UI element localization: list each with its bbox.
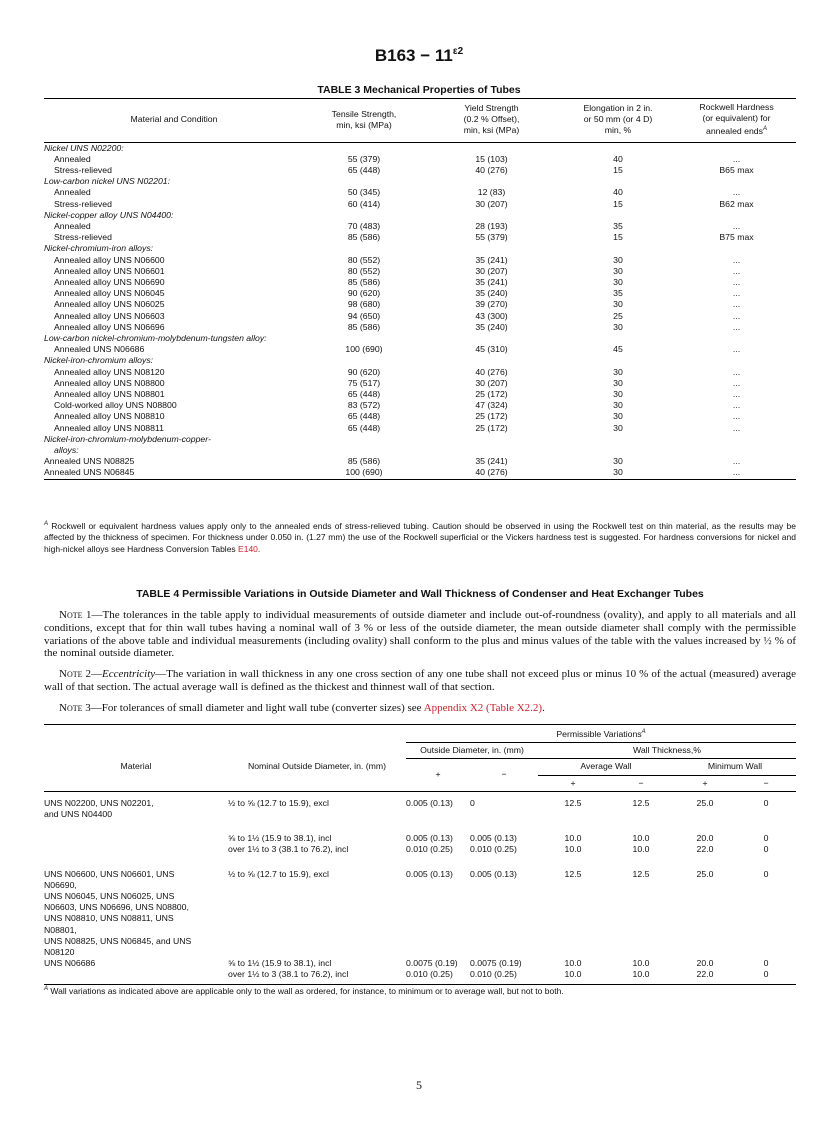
t3-row xyxy=(44,210,796,221)
t4-row xyxy=(44,869,796,959)
t3-yield: 12 (83) xyxy=(477,187,506,198)
t3-material: Annealed alloy UNS N06603 xyxy=(54,310,165,321)
t4-material: UNS N06600, UNS N06601, UNS N06690, UNS N06045, UNS N06025, UNS N06603, UNS N06696, UNS N08800, UNS N08810, UNS N08811, UNS N08801, UNS N08825, UNS N06845, and UNS N08120 xyxy=(44,868,192,957)
t3-tensile: 50 (345) xyxy=(347,187,381,198)
t4-nominal-od: ½ to ⅝ (12.7 to 15.9), excl xyxy=(228,797,329,808)
t3-row xyxy=(44,165,796,176)
t3-hardness: ... xyxy=(732,299,741,310)
t4-material: UNS N02200, UNS N02201, and UNS N04400 xyxy=(44,797,154,819)
t3-elongation: 40 xyxy=(613,187,623,198)
t3-elongation: 40 xyxy=(613,153,623,164)
t3-yield: 45 (310) xyxy=(475,344,508,355)
t3-yield: 40 (276) xyxy=(475,366,508,377)
t4-material xyxy=(44,844,228,855)
table3-footnote: $^A$ Rockwell or equivalent hardness values apply only to the annealed ends of stress-relieved tubing. Caution should be observed in using the Rockwell test on thin material, as the results may be affected by the thickness of specimen. For thickness under 0.050 in. (1.27 mm) the use of the Rockwell superficial or the Vickers hardness test is suggested. For hardness conversions for nickel and high-nickel alloys see Hardness Conversion Tables E140. xyxy=(44,520,796,554)
t3-elongation: 30 xyxy=(613,366,623,377)
t3-material: Annealed alloy UNS N08120 xyxy=(54,366,165,377)
t3-tensile: 65 (448) xyxy=(347,388,381,399)
table4-caption: TABLE 4 Permissible Variations in Outside Diameter and Wall Thickness of Condenser and Heat Exchanger Tubes xyxy=(136,588,704,600)
t3-elongation: 30 xyxy=(613,254,623,265)
t4-od-plus: 0.010 (0.25) xyxy=(406,844,453,855)
t3-elongation: 15 xyxy=(613,232,623,243)
t4-nominal-od: ⅝ to 1½ (15.9 to 38.1), incl xyxy=(228,958,332,969)
t3-yield: 30 (207) xyxy=(475,265,508,276)
t3-material: Annealed alloy UNS N06600 xyxy=(54,254,165,265)
t3-elongation: 35 xyxy=(613,288,623,299)
t3-row xyxy=(44,411,796,422)
note-3: Note 3—For tolerances of small diameter and light wall tube (converter sizes) see Appendix X2 (Table X2.2). xyxy=(59,701,545,714)
t3-yield: 25 (172) xyxy=(475,422,508,433)
t4-row xyxy=(44,844,796,855)
t3-yield: 43 (300) xyxy=(475,310,508,321)
t3-row xyxy=(44,322,796,333)
t3-tensile: 70 (483) xyxy=(347,220,381,231)
t4-material: UNS N06686 xyxy=(44,958,96,969)
t3-tensile: 85 (586) xyxy=(347,276,381,287)
t3-row xyxy=(44,232,796,243)
table3-mechanical-properties xyxy=(44,98,796,480)
t3-tensile: 80 (552) xyxy=(347,254,381,265)
t3-yield: 55 (379) xyxy=(475,232,508,243)
t3-header-tensile: Tensile Strength, min, ksi (MPa) xyxy=(304,99,424,143)
t4-material xyxy=(44,969,228,980)
t4-material xyxy=(44,833,228,844)
t3-yield: 35 (241) xyxy=(475,254,508,265)
t4-od-minus: 0.010 (0.25) xyxy=(470,844,517,855)
t3-material: Annealed alloy UNS N06601 xyxy=(54,265,165,276)
t4-od-plus: 0.005 (0.13) xyxy=(406,797,453,808)
t3-hardness: ... xyxy=(732,265,741,276)
t3-elongation: 25 xyxy=(613,310,623,321)
table3-caption: TABLE 3 Mechanical Properties of Tubes xyxy=(317,84,521,96)
t3-material: Annealed UNS N06686 xyxy=(54,344,145,355)
t3-yield: 35 (240) xyxy=(475,288,508,299)
table4-notes xyxy=(44,609,796,723)
t3-hardness: ... xyxy=(732,310,741,321)
t3-hardness: ... xyxy=(732,422,741,433)
t3-yield: 25 (172) xyxy=(475,411,508,422)
t3-yield: 35 (241) xyxy=(475,456,508,467)
t4-header-minimum-wall: Minimum Wall xyxy=(674,759,796,775)
t3-row xyxy=(44,456,796,467)
table4-footnote: $^A$ Wall variations as indicated above are applicable only to the wall as ordered, for instance, to minimum or to average wall, but not to both. xyxy=(44,986,564,996)
t3-elongation: 30 xyxy=(559,467,677,479)
t3-row xyxy=(44,311,796,322)
t4-avg-minus: 10.0 xyxy=(632,833,650,844)
table-x2-2-link[interactable]: (Table X2.2) xyxy=(486,701,543,714)
t4-min-plus: 25.0 xyxy=(696,868,714,879)
t4-avg-plus: 10.0 xyxy=(564,969,582,980)
t4-nominal-od: over 1½ to 3 (38.1 to 76.2), incl xyxy=(228,969,349,980)
t3-yield: 35 (240) xyxy=(475,321,508,332)
t3-hardness: ... xyxy=(677,467,796,479)
t3-yield: 35 (241) xyxy=(475,276,508,287)
t4-header-od: Outside Diameter, in. (mm) xyxy=(406,743,538,759)
t3-material: Annealed alloy UNS N06025 xyxy=(54,299,165,310)
t4-header-od-plus: + xyxy=(406,759,470,791)
t3-group-label: Nickel-iron-chromium-molybdenum-copper- xyxy=(44,433,211,444)
t3-row xyxy=(44,355,796,366)
t3-hardness: ... xyxy=(732,220,741,231)
t3-hardness: ... xyxy=(732,288,741,299)
e140-link[interactable]: E140 xyxy=(238,543,258,554)
t4-min-minus: 0 xyxy=(763,969,769,980)
t3-row xyxy=(44,187,796,198)
t4-od-plus: 0.005 (0.13) xyxy=(406,833,453,844)
t3-group-label: Nickel-iron-chromium alloys: xyxy=(44,355,154,366)
t3-row xyxy=(44,199,796,210)
t3-elongation: 30 xyxy=(613,265,623,276)
t3-tensile: 85 (586) xyxy=(347,456,381,467)
t3-tensile: 65 (448) xyxy=(347,422,381,433)
t3-hardness: ... xyxy=(732,400,741,411)
t3-row xyxy=(44,467,796,479)
t3-material: Annealed alloy UNS N08811 xyxy=(54,422,164,433)
t3-row xyxy=(44,344,796,355)
t4-od-plus: 0.005 (0.13) xyxy=(406,868,453,879)
t3-group-label: Low-carbon nickel-chromium-molybdenum-tungsten alloy: xyxy=(44,332,267,343)
t4-od-plus: 0.0075 (0.19) xyxy=(406,958,458,969)
t3-elongation: 15 xyxy=(613,164,623,175)
t3-elongation: 30 xyxy=(613,377,623,388)
t3-elongation: 30 xyxy=(613,321,623,332)
t4-min-plus: 22.0 xyxy=(696,844,714,855)
note-2: Note 2—Eccentricity—The variation in wall thickness in any one cross section of any one tube shall not exceed plus or minus 10 % of the actual (measured) average wall of that section. The actual average wall is defined as the thickest and thinnest wall of that section. xyxy=(44,668,796,693)
t3-elongation: 30 xyxy=(613,388,623,399)
t4-avg-minus: 12.5 xyxy=(632,868,650,879)
t3-elongation: 30 xyxy=(613,299,623,310)
t3-tensile: 90 (620) xyxy=(347,288,381,299)
t3-row xyxy=(44,389,796,400)
t4-od-minus: 0 xyxy=(470,797,475,808)
t3-tensile: 98 (680) xyxy=(347,299,381,310)
table4-permissible-variations xyxy=(44,724,796,985)
t3-yield: 40 (276) xyxy=(424,467,559,479)
t3-material: Annealed alloy UNS N06696 xyxy=(54,321,165,332)
t4-avg-minus: 10.0 xyxy=(632,969,650,980)
t4-min-minus: 0 xyxy=(763,797,769,808)
t4-avg-minus: 12.5 xyxy=(632,797,650,808)
t4-header-material: Material xyxy=(44,743,228,792)
t3-tensile: 75 (517) xyxy=(347,377,381,388)
t4-min-minus: 0 xyxy=(763,958,769,969)
t3-row xyxy=(44,154,796,165)
t3-row xyxy=(44,277,796,288)
t4-header-od-minus: − xyxy=(470,759,538,791)
t4-min-plus: 22.0 xyxy=(696,969,714,980)
t3-material: Annealed xyxy=(54,153,91,164)
t3-elongation: 35 xyxy=(613,220,623,231)
t3-body xyxy=(44,142,796,479)
t3-elongation: 30 xyxy=(613,276,623,287)
t3-row xyxy=(44,367,796,378)
t3-yield: 30 (207) xyxy=(475,198,508,209)
t4-row xyxy=(44,958,796,969)
t3-yield: 47 (324) xyxy=(475,400,508,411)
t3-elongation: 30 xyxy=(613,411,623,422)
t3-row xyxy=(44,445,796,456)
t4-header-nominal: Nominal Outside Diameter, in. (mm) xyxy=(228,743,406,792)
t3-row xyxy=(44,299,796,310)
t3-tensile: 100 (690) xyxy=(304,467,424,479)
t3-tensile: 60 (414) xyxy=(347,198,381,209)
t3-yield: 15 (103) xyxy=(475,153,508,164)
t3-yield: 28 (193) xyxy=(475,220,508,231)
t3-tensile: 85 (586) xyxy=(347,232,381,243)
t3-tensile: 83 (572) xyxy=(347,400,381,411)
t3-hardness: ... xyxy=(732,321,741,332)
epsilon-superscript: ε2 xyxy=(452,46,464,57)
t3-row xyxy=(44,266,796,277)
t3-hardness: ... xyxy=(732,366,741,377)
t3-yield: 30 (207) xyxy=(475,377,508,388)
t3-hardness: ... xyxy=(732,276,741,287)
t3-material: Annealed xyxy=(54,187,91,198)
t3-hardness: ... xyxy=(732,153,741,164)
t3-material: Stress-relieved xyxy=(54,232,112,243)
t3-hardness: ... xyxy=(732,187,741,198)
t3-row xyxy=(44,400,796,411)
appendix-x2-link[interactable]: Appendix X2 xyxy=(423,701,484,714)
t3-row xyxy=(44,434,796,445)
t3-tensile: 85 (586) xyxy=(347,321,381,332)
t4-header-wall: Wall Thickness,% xyxy=(538,743,796,759)
t3-hardness: ... xyxy=(732,377,741,388)
t3-material: Annealed UNS N08825 xyxy=(44,456,135,467)
t4-min-plus: 25.0 xyxy=(696,797,714,808)
t3-tensile: 65 (448) xyxy=(347,411,381,422)
t3-tensile: 80 (552) xyxy=(347,265,381,276)
t4-min-minus: 0 xyxy=(763,844,769,855)
t4-avg-plus: 10.0 xyxy=(564,844,582,855)
t3-hardness: B65 max xyxy=(719,164,754,175)
t4-min-minus: 0 xyxy=(763,833,769,844)
t4-nominal-od: over 1½ to 3 (38.1 to 76.2), incl xyxy=(228,844,349,855)
t3-header-material: Material and Condition xyxy=(44,99,304,143)
t4-header-permissible: Permissible Variations$^A$ xyxy=(406,725,796,743)
document-designation: $B163 - 11^{\varepsilon 2}$ xyxy=(374,46,464,65)
t3-row xyxy=(44,255,796,266)
t3-yield: 39 (270) xyxy=(475,299,508,310)
t3-header-yield: Yield Strength (0.2 % Offset), min, ksi (MPa) xyxy=(424,99,559,143)
t3-group-label: Low-carbon nickel UNS N02201: xyxy=(44,176,171,187)
t3-tensile: 90 (620) xyxy=(347,366,381,377)
t3-hardness: ... xyxy=(732,254,741,265)
t4-avg-plus: 10.0 xyxy=(564,833,582,844)
t3-material: Stress-relieved xyxy=(54,198,112,209)
t3-hardness: B62 max xyxy=(719,198,754,209)
t3-material: Annealed alloy UNS N06045 xyxy=(54,288,165,299)
t3-elongation: 45 xyxy=(613,344,623,355)
t4-header-average-wall: Average Wall xyxy=(538,759,674,775)
t4-header-min-plus: + xyxy=(674,775,736,791)
t3-hardness: B75 max xyxy=(719,232,754,243)
t3-hardness: ... xyxy=(732,411,741,422)
t3-tensile: 55 (379) xyxy=(347,153,381,164)
t4-od-minus: 0.005 (0.13) xyxy=(470,833,517,844)
t3-tensile: 65 (448) xyxy=(347,164,381,175)
t4-od-minus: 0.0075 (0.19) xyxy=(470,958,522,969)
t3-row xyxy=(44,333,796,344)
t4-avg-plus: 12.5 xyxy=(564,797,582,808)
t3-elongation: 30 xyxy=(613,422,623,433)
t4-od-plus: 0.010 (0.25) xyxy=(406,969,453,980)
t3-hardness: ... xyxy=(732,388,741,399)
t4-min-plus: 20.0 xyxy=(696,833,714,844)
t4-row xyxy=(44,798,796,820)
t3-row xyxy=(44,423,796,434)
t3-material: Annealed alloy UNS N08801 xyxy=(54,388,165,399)
t3-material: Annealed UNS N06845 xyxy=(44,467,304,479)
t4-header-avg-plus: + xyxy=(538,775,608,791)
t3-group-label: alloys: xyxy=(54,444,79,455)
t4-od-minus: 0.005 (0.13) xyxy=(470,868,517,879)
t3-header-elongation: Elongation in 2 in. or 50 mm (or 4 D) min, % xyxy=(559,99,677,143)
t3-row xyxy=(44,378,796,389)
t3-row xyxy=(44,288,796,299)
t4-nominal-od: ½ to ⅝ (12.7 to 15.9), excl xyxy=(228,868,329,879)
t3-yield: 25 (172) xyxy=(475,388,508,399)
t3-tensile: 94 (650) xyxy=(347,310,381,321)
t3-row xyxy=(44,243,796,254)
t4-header-avg-minus: − xyxy=(608,775,674,791)
t3-material: Annealed alloy UNS N08810 xyxy=(54,411,165,422)
t4-row xyxy=(44,833,796,844)
t4-avg-plus: 10.0 xyxy=(564,958,582,969)
t4-od-minus: 0.010 (0.25) xyxy=(470,969,517,980)
t4-row xyxy=(44,969,796,980)
t3-elongation: 15 xyxy=(613,198,623,209)
t3-material: Stress-relieved xyxy=(54,164,112,175)
t3-yield: 40 (276) xyxy=(475,164,508,175)
t3-elongation: 30 xyxy=(613,456,623,467)
t3-group-label: Nickel UNS N02200: xyxy=(44,142,124,153)
page-number: 5 xyxy=(416,1078,422,1092)
note-1: Note 1—The tolerances in the table apply to individual measurements of outside diameter and include out-of-roundness (ovality), and apply to all materials and all conditions, except that for thin wall tubes having a nominal wall of 3 % or less of the outside diameter, the mean outside diameter shall comply with the permissible variations of the above table and individual measurements (including ovality) shall conform to the plus and minus values of the table with the values increased by ½ % of the nominal outside diameter. xyxy=(44,609,796,660)
t3-row xyxy=(44,142,796,154)
t4-nominal-od: ⅝ to 1½ (15.9 to 38.1), incl xyxy=(228,833,332,844)
t3-material: Annealed alloy UNS N08800 xyxy=(54,377,165,388)
t3-material: Annealed xyxy=(54,220,91,231)
t3-material: Annealed alloy UNS N06690 xyxy=(54,276,165,287)
t4-min-plus: 20.0 xyxy=(696,958,714,969)
t4-avg-minus: 10.0 xyxy=(632,844,650,855)
t3-hardness: ... xyxy=(732,344,741,355)
t4-body xyxy=(44,791,796,984)
t4-min-minus: 0 xyxy=(763,868,769,879)
t3-row xyxy=(44,176,796,187)
t3-hardness: ... xyxy=(732,456,741,467)
t3-row xyxy=(44,221,796,232)
t3-tensile: 100 (690) xyxy=(345,344,383,355)
t4-avg-minus: 10.0 xyxy=(632,958,650,969)
t3-group-label: Nickel-chromium-iron alloys: xyxy=(44,243,154,254)
t3-material: Cold-worked alloy UNS N08800 xyxy=(54,400,177,411)
t4-header-min-minus: − xyxy=(736,775,796,791)
t4-avg-plus: 12.5 xyxy=(564,868,582,879)
t3-group-label: Nickel-copper alloy UNS N04400: xyxy=(44,209,174,220)
t3-header-hardness: Rockwell Hardness (or equivalent) for annealed ends$^A$ xyxy=(677,99,796,143)
t3-elongation: 30 xyxy=(613,400,623,411)
